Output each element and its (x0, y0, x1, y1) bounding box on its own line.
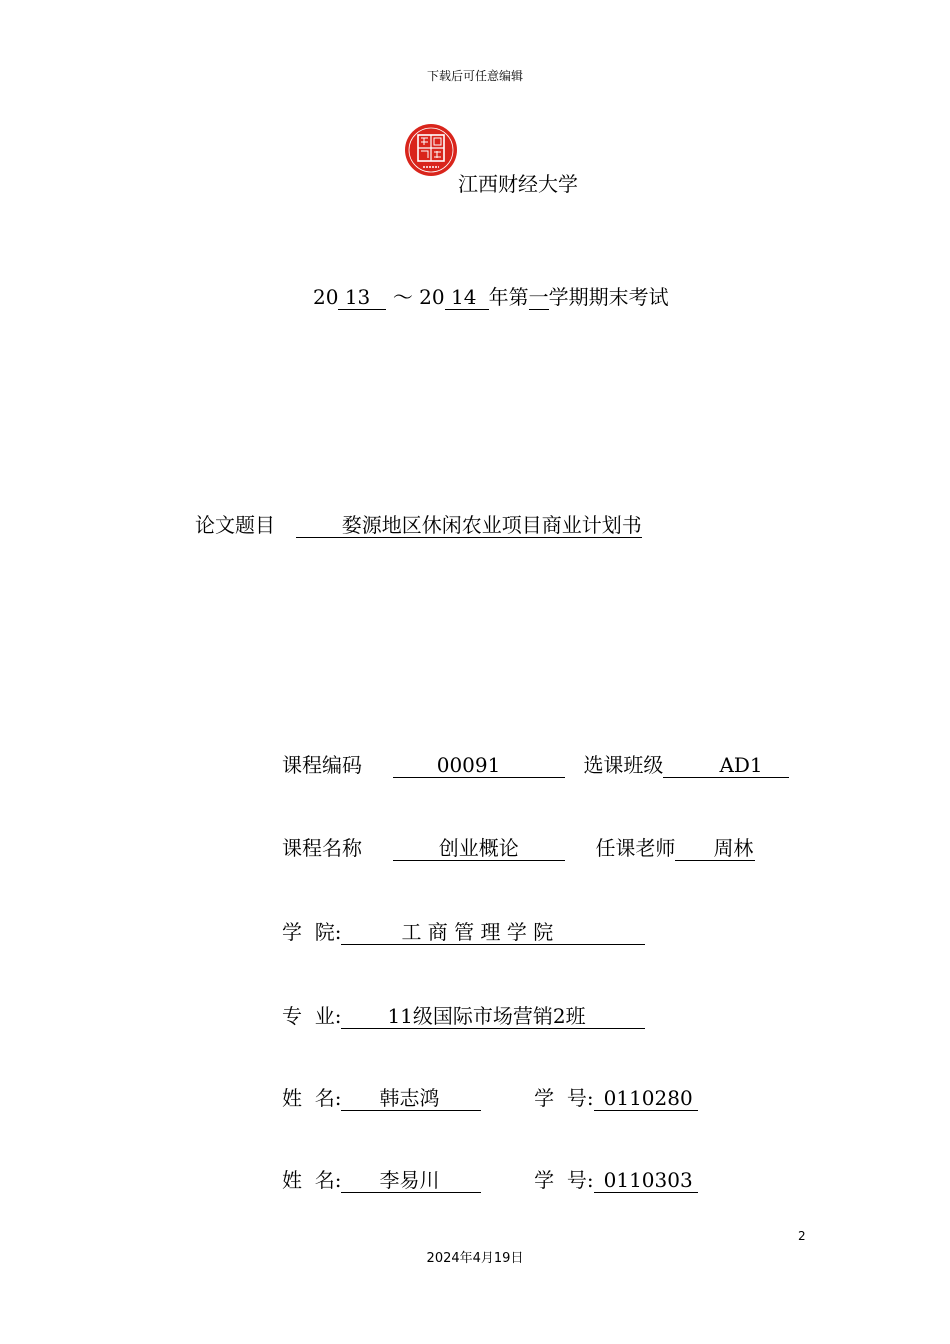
student-row-1 (282, 1082, 698, 1111)
footer-date: 2024年4月19日 (426, 1251, 524, 1266)
page-header: 下载后可任意编辑 (426, 69, 523, 83)
student-id-label: 学 号: (534, 1168, 594, 1192)
college-field: 工 商 管 理 学 院 (341, 921, 645, 945)
university-name: 江西财经大学 (458, 172, 578, 196)
page-number: 2 (798, 1229, 806, 1243)
term-semester: 一 (528, 285, 549, 309)
course-name-field: 创业概论 (393, 837, 565, 861)
term-rest-b: 学期期末考试 (548, 285, 669, 309)
student-id-label: 学 号: (534, 1086, 594, 1110)
teacher-label: 任课老师 (595, 836, 676, 860)
university-seal-logo (404, 123, 458, 177)
student-name-label: 姓 名: (282, 1168, 342, 1192)
thesis-title: 婺源地区休闲农业项目商业计划书 (296, 514, 642, 538)
course-name-row (282, 832, 755, 861)
student-id-field: 0110280 (594, 1087, 698, 1111)
student-id-field: 0110303 (594, 1169, 698, 1193)
thesis-label: 论文题目 (195, 513, 275, 537)
term-year1-prefix: 20 (313, 285, 339, 309)
course-code-row (282, 749, 789, 778)
term-year2-suffix: 14 (445, 286, 489, 310)
term-year2-prefix: 20 (419, 285, 445, 309)
course-code-field: 00091 (393, 754, 565, 778)
student-name-label: 姓 名: (282, 1086, 342, 1110)
class-label: 选课班级 (583, 753, 664, 777)
student-row-2 (282, 1164, 698, 1193)
major-row (282, 1000, 645, 1029)
college-row (282, 916, 645, 945)
thesis-title-line (195, 509, 642, 538)
exam-term-line (313, 281, 669, 310)
term-year1-suffix: 13 (338, 286, 386, 310)
course-name-label: 课程名称 (282, 836, 362, 860)
course-code-label: 课程编码 (282, 753, 362, 777)
teacher-field: 周林 (675, 837, 755, 861)
class-field: AD1 (663, 754, 789, 778)
major-field: 11级国际市场营销2班 (341, 1005, 645, 1029)
term-rest-a: 年第 (488, 285, 529, 309)
student-name-field: 韩志鸿 (341, 1087, 481, 1111)
major-label: 专 业: (282, 1004, 342, 1028)
student-name-field: 李易川 (341, 1169, 481, 1193)
college-label: 学 院: (282, 920, 342, 944)
term-tilde: ～ (392, 285, 413, 309)
